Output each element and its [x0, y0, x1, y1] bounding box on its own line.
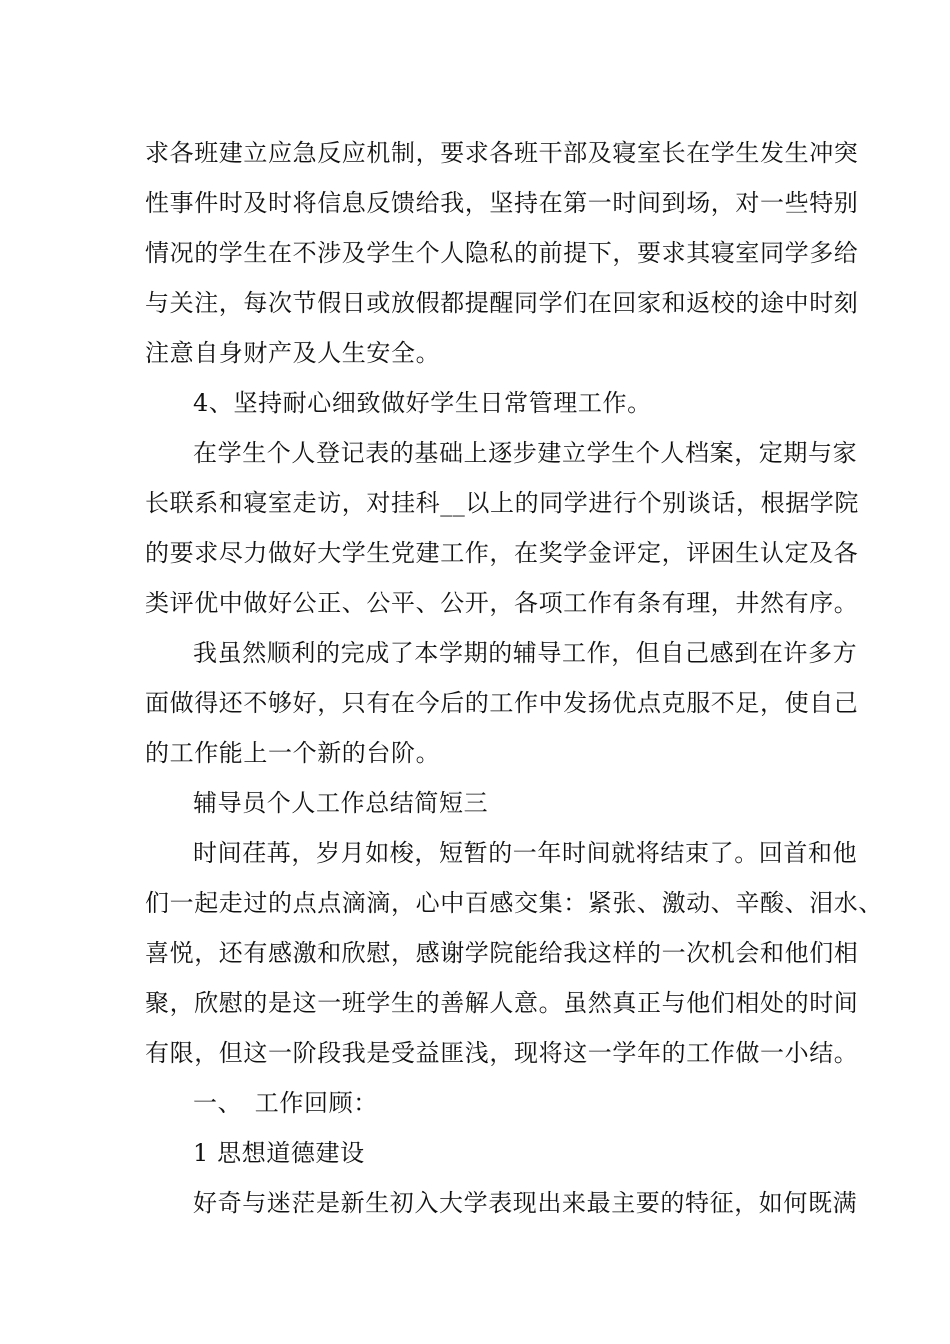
- text-line: 注意自身财产及人生安全。: [145, 339, 441, 367]
- text-line: 好奇与迷茫是新生初入大学表现出来最主要的特征，如何既满: [193, 1189, 858, 1217]
- subsection-heading: 一、 工作回顾：: [193, 1089, 378, 1117]
- text-line: 求各班建立应急反应机制，要求各班干部及寝室长在学生发生冲突: [145, 139, 859, 167]
- text-line: 有限，但这一阶段我是受益匪浅，现将这一学年的工作做一小结。: [145, 1039, 859, 1067]
- text-line: 长联系和寝室走访，对挂科__以上的同学进行个别谈话，根据学院: [145, 489, 859, 517]
- subsection-heading: 1 思想道德建设: [193, 1139, 365, 1167]
- text-line: 面做得还不够好，只有在今后的工作中发扬优点克服不足，使自己: [145, 689, 859, 717]
- text-line: 性事件时及时将信息反馈给我，坚持在第一时间到场，对一些特别: [145, 189, 859, 217]
- text-line: 聚，欣慰的是这一班学生的善解人意。虽然真正与他们相处的时间: [145, 989, 859, 1017]
- text-line: 的要求尽力做好大学生党建工作，在奖学金评定，评困生认定及各: [145, 539, 859, 567]
- text-line: 与关注，每次节假日或放假都提醒同学们在回家和返校的途中时刻: [145, 289, 859, 317]
- text-line: 我虽然顺利的完成了本学期的辅导工作，但自己感到在许多方: [193, 639, 858, 667]
- text-line: 情况的学生在不涉及学生个人隐私的前提下，要求其寝室同学多给: [145, 239, 859, 267]
- text-line: 喜悦，还有感激和欣慰，感谢学院能给我这样的一次机会和他们相: [145, 939, 859, 967]
- section-title: 辅导员个人工作总结简短三: [193, 789, 489, 817]
- text-line: 时间荏苒，岁月如梭，短暂的一年时间就将结束了。回首和他: [193, 839, 858, 867]
- numbered-heading: 4、坚持耐心细致做好学生日常管理工作。: [193, 389, 652, 417]
- text-line: 在学生个人登记表的基础上逐步建立学生个人档案，定期与家: [193, 439, 858, 467]
- text-line: 们一起走过的点点滴滴，心中百感交集：紧张、激动、辛酸、泪水、: [145, 889, 883, 917]
- text-line: 类评优中做好公正、公平、公开，各项工作有条有理，井然有序。: [145, 589, 859, 617]
- text-line: 的工作能上一个新的台阶。: [145, 739, 441, 767]
